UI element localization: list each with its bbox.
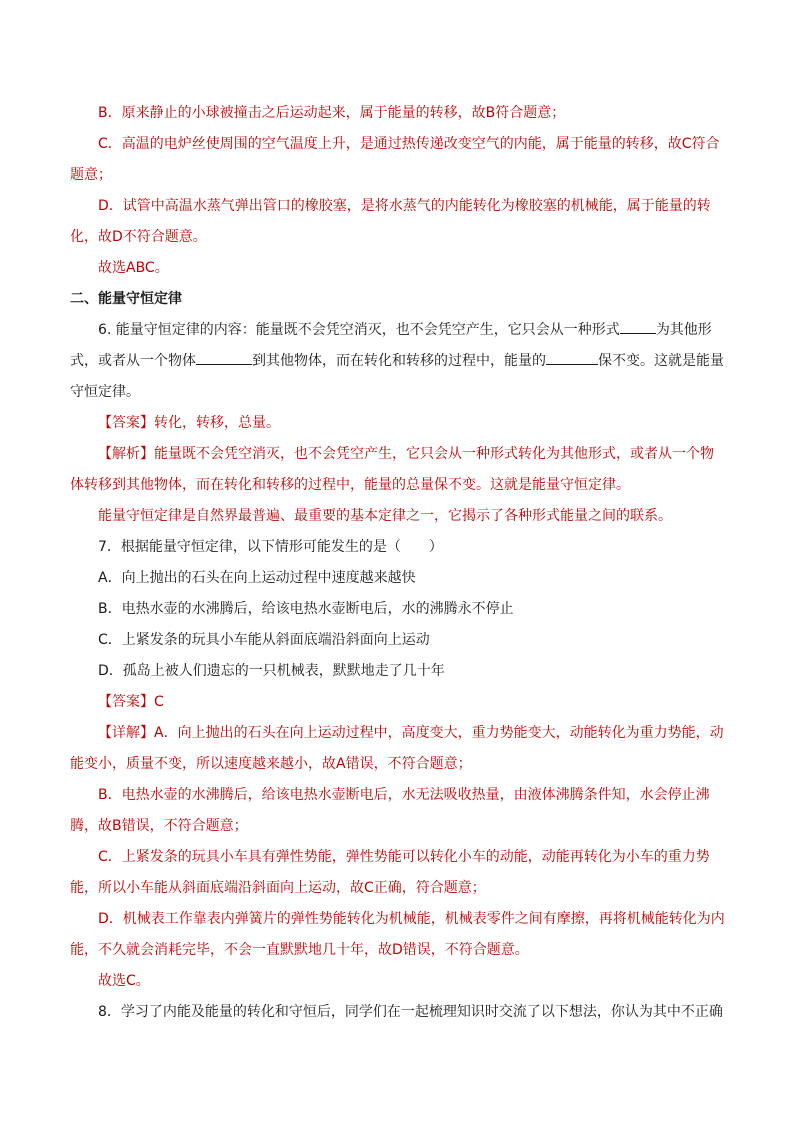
explanation-b: B．原来静止的小球被撞击之后运动起来，属于能量的转移，故B符合题意； <box>98 105 566 121</box>
detail-a-text: A．向上抛出的石头在向上运动过程中，高度变大，重力势能变大，动能转化为重力势能，动能变小，质量不变，所以速度越来越小，故A错误，不符合题意； <box>70 725 724 772</box>
q6-analysis <box>70 439 725 501</box>
fill-blank-1 <box>620 319 656 334</box>
q6-text-1: 6. 能量守恒定律的内容：能量既不会凭空消灭，也不会凭空产生，它只会从一种形式 <box>98 322 620 338</box>
question-7-stem: 7．根据能量守恒定律，以下情形可能发生的是（ ） <box>98 539 443 555</box>
option-c: C．上紧发条的玩具小车能从斜面底端沿斜面向上运动 <box>98 632 430 648</box>
option-a: A．向上抛出的石头在向上运动过程中速度越来越快 <box>98 570 416 586</box>
q7-detail-b: B．电热水壶的水沸腾后，给该电热水壶断电后，水无法吸收热量，由液体沸腾条件知，水会停止沸腾，故B错误，不符合题意； <box>70 787 710 834</box>
explanation-d: D．试管中高温水蒸气弹出管口的橡胶塞，是将水蒸气的内能转化为橡胶塞的机械能，属于能量的转化，故D不符合题意。 <box>70 198 711 245</box>
q6-text-4: 保不变。这就是能量守恒定律。 <box>70 353 724 400</box>
q6-text-2: 为其他形式，或者从一个物体 <box>70 322 712 369</box>
fill-blank-2 <box>196 350 252 365</box>
q7-detail-c: C．上紧发条的玩具小车具有弹性势能，弹性势能可以转化小车的动能，动能再转化为小车的重力势能，所以小车能从斜面底端沿斜面向上运动，故C正确，符合题意； <box>70 849 710 896</box>
q6-note: 能量守恒定律是自然界最普遍、最重要的基本定律之一，它揭示了各种形式能量之间的联系。 <box>98 508 672 524</box>
option-d: D．孤岛上被人们遗忘的一只机械表，默默地走了几十年 <box>98 663 445 679</box>
analysis-text: 能量既不会凭空消灭，也不会凭空产生，它只会从一种形式转化为其他形式，或者从一个物体转移到其他物体，而在转化和转移的过程中，能量的总量保不变。这就是能量守恒定律。 <box>70 446 714 493</box>
fill-blank-3 <box>546 350 598 365</box>
q7-answer <box>70 687 725 718</box>
answer-label: 【答案】 <box>98 415 154 431</box>
q7-conclusion: 故选C。 <box>98 973 150 989</box>
q7-detail-a <box>70 718 725 780</box>
q6-answer <box>70 408 725 439</box>
analysis-label: 【解析】 <box>98 446 154 462</box>
explanation-c: C．高温的电炉丝使周围的空气温度上升，是通过热传递改变空气的内能，属于能量的转移，故C符合题意； <box>70 136 720 183</box>
answer-text: C <box>154 694 164 710</box>
detail-label: 【详解】 <box>98 725 154 741</box>
answer-text: 转化，转移，总量。 <box>154 415 280 431</box>
q6-text-3: 到其他物体，而在转化和转移的过程中，能量的 <box>252 353 546 369</box>
conclusion-abc: 故选ABC。 <box>98 260 169 276</box>
question-8-stem: 8．学习了内能及能量的转化和守恒后，同学们在一起梳理知识时交流了以下想法，你认为其中不正确 <box>98 1004 723 1020</box>
option-b: B．电热水壶的水沸腾后，给该电热水壶断电后，水的沸腾永不停止 <box>98 601 514 617</box>
question-6-stem <box>70 315 725 408</box>
answer-label: 【答案】 <box>98 694 154 710</box>
q7-detail-d: D．机械表工作靠表内弹簧片的弹性势能转化为机械能，机械表零件之间有摩擦，再将机械能转化为内能，不久就会消耗完毕，不会一直默默地几十年，故D错误，不符合题意。 <box>70 911 725 958</box>
section-heading: 二、能量守恒定律 <box>70 291 182 307</box>
